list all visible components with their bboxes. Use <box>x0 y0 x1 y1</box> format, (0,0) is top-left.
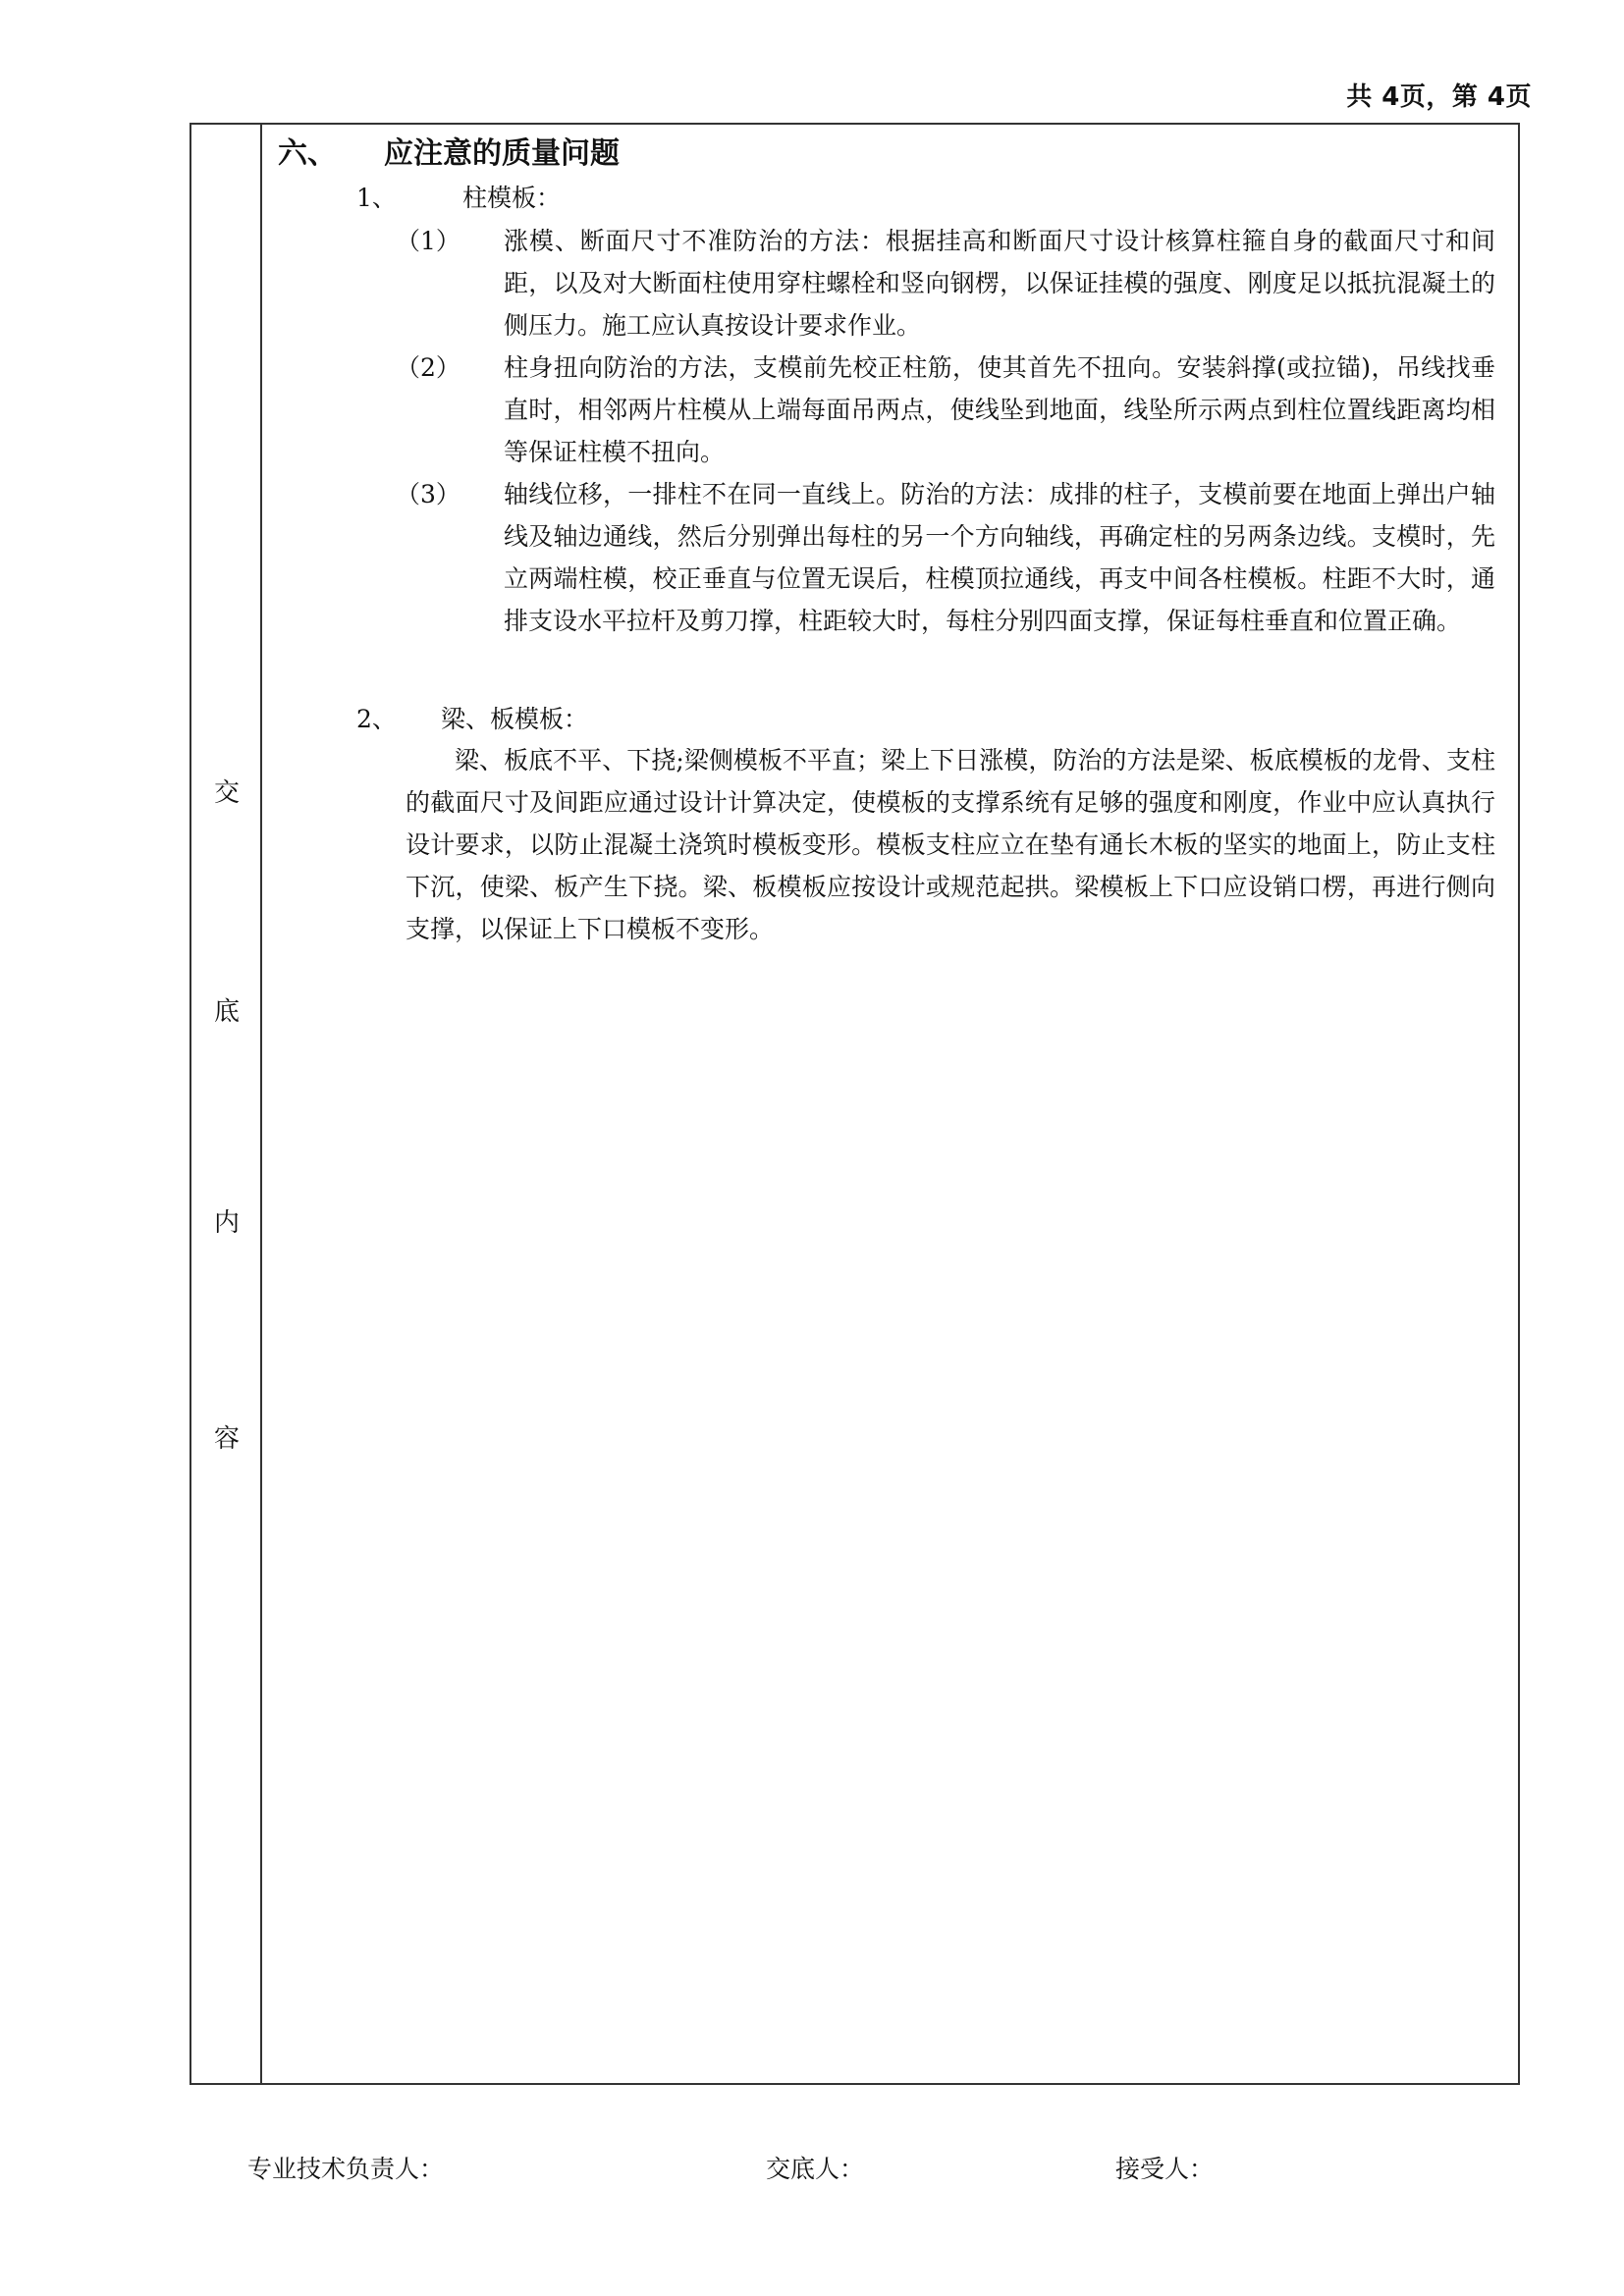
item-number: 1、 <box>356 184 397 212</box>
disclosure-table <box>189 123 1520 2085</box>
side-label-char: 交 <box>213 778 240 808</box>
item-title: 梁、板模板： <box>441 705 589 733</box>
sub-item-text: 涨模、断面尺寸不准防治的方法：根据挂高和断面尺寸设计核算柱箍自身的截面尺寸和间距，以及对大断面柱使用穿柱螺栓和竖向钢楞，以保证挂模的强度、刚度足以抵抗混凝土的侧压力。施工应认真按设计要求作业。 <box>504 227 1495 340</box>
section-number: 六、 <box>278 136 337 171</box>
item-heading-column-formwork <box>356 181 561 216</box>
content-cell <box>262 125 1518 2083</box>
side-label-char: 容 <box>213 1424 240 1454</box>
sub-item-text: 轴线位移，一排柱不在同一直线上。防治的方法：成排的柱子，支模前要在地面上弹出户轴线及轴边通线，然后分别弹出每柱的另一个方向轴线，再确定柱的另两条边线。支模时，先立两端柱模，校正垂直与位置无误后，柱模顶拉通线，再支中间各柱模板。柱距不大时，通排支设水平拉杆及剪刀撑，柱距较大时，每柱分别四面支撑，保证每柱垂直和位置正确。 <box>504 480 1495 635</box>
side-label-column <box>191 125 262 2083</box>
item-number: 2、 <box>356 705 397 733</box>
tech-lead-signature-label: 专业技术负责人： <box>247 2155 445 2183</box>
item-title: 柱模板： <box>462 184 562 212</box>
receiver-signature-label: 接受人： <box>1115 2155 1215 2183</box>
section-title: 应注意的质量问题 <box>384 136 620 171</box>
side-label-char: 内 <box>213 1208 240 1238</box>
sub-item-number: （3） <box>396 480 460 508</box>
signature-row <box>0 2150 1624 2189</box>
side-label-char: 底 <box>213 997 240 1027</box>
beam-slab-paragraph: 梁、板底不平、下挠;梁侧模板不平直；梁上下日涨模，防治的方法是梁、板底模板的龙骨、支柱的截面尺寸及间距应通过设计计算决定，使模板的支撑系统有足够的强度和刚度，作业中应认真执行设计要求，以防止混凝土浇筑时模板变形。模板支柱应立在垫有通长木板的坚实的地面上，防止支柱下沉，使梁、板产生下挠。梁、板模板应按设计或规范起拱。梁模板上下口应设销口楞，再进行侧向支撑，以保证上下口模板不变形。 <box>406 746 1495 943</box>
sub-item-text: 柱身扭向防治的方法，支模前先校正柱筋，使其首先不扭向。安装斜撑(或拉锚)，吊线找垂直时，相邻两片柱模从上端每面吊两点，使线坠到地面，线坠所示两点到柱位置线距离均相等保证柱模不扭向。 <box>504 353 1495 466</box>
sub-item-number: （1） <box>396 227 460 255</box>
page-indicator: 共 4页，第 4页 <box>1346 82 1532 112</box>
sub-item-number: （2） <box>396 353 460 382</box>
item-heading-beam-slab-formwork <box>356 702 588 737</box>
presenter-signature-label: 交底人： <box>766 2155 865 2183</box>
section-heading <box>278 134 620 174</box>
